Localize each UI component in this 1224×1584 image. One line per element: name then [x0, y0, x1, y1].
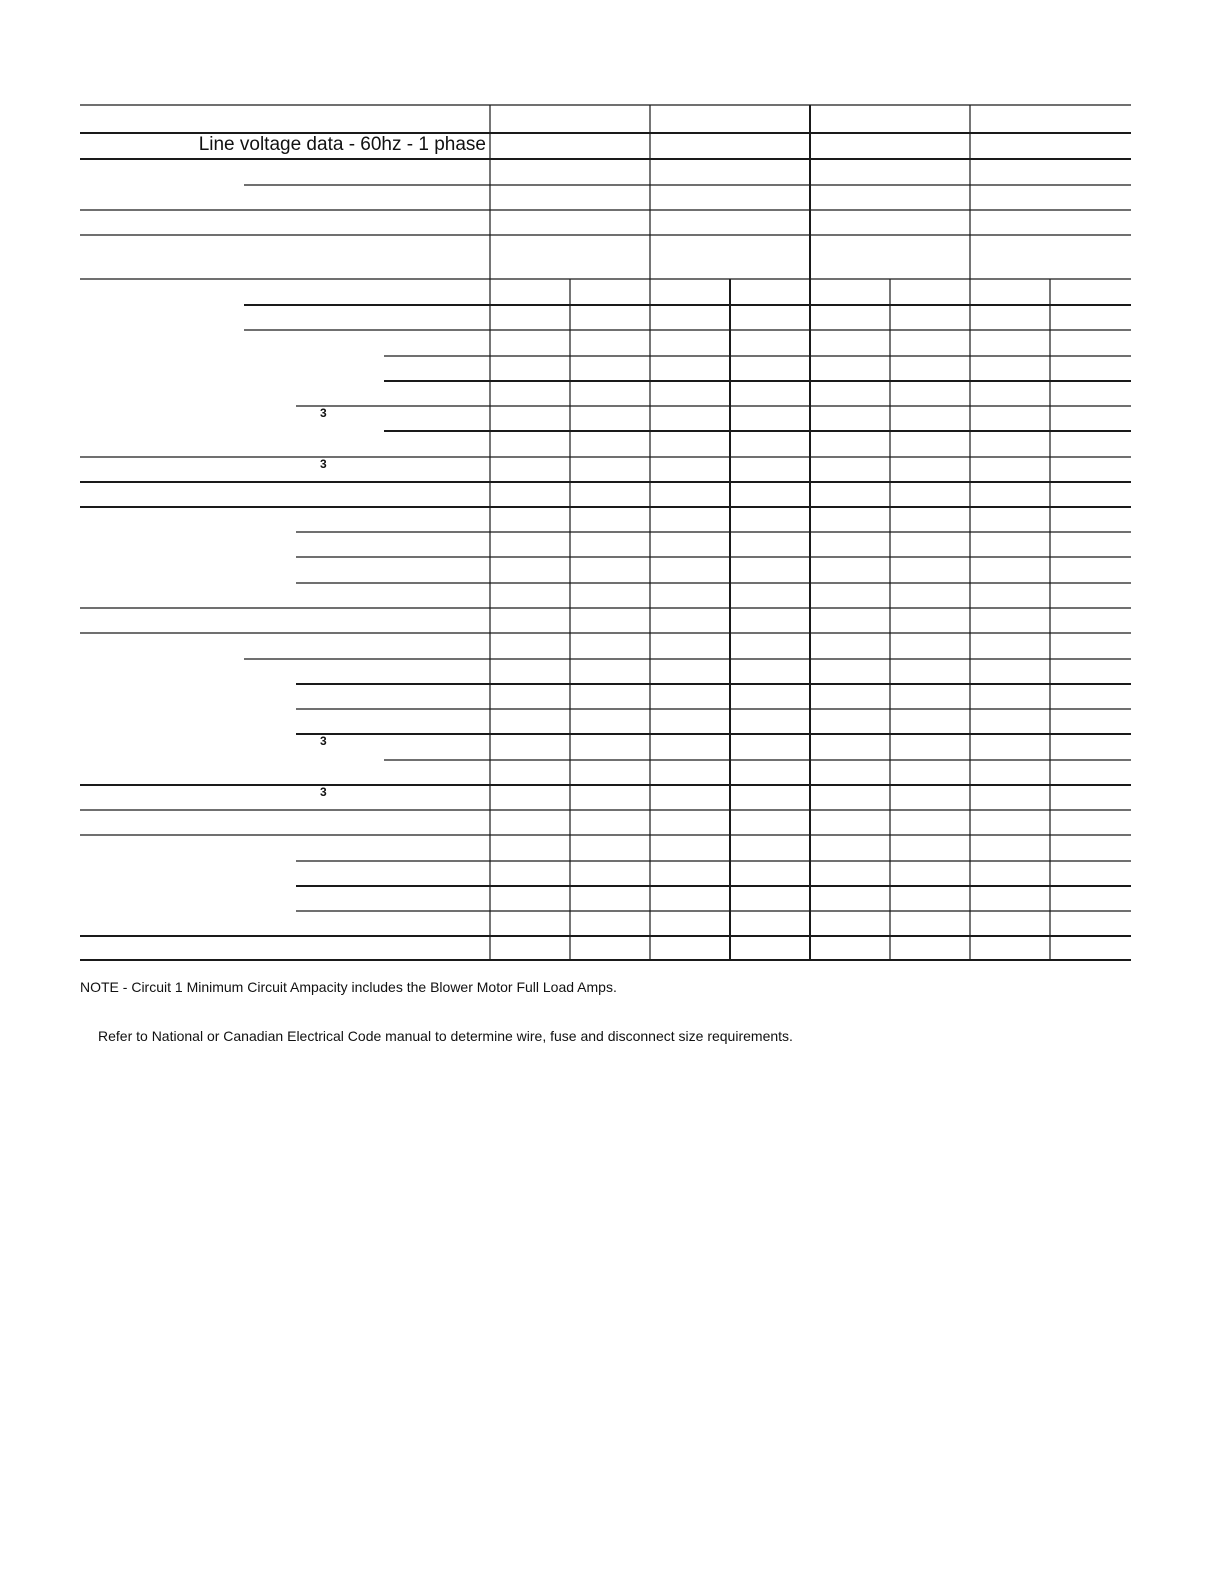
footnote-marker: 3 [320, 457, 327, 471]
footnote-marker: 3 [320, 734, 327, 748]
table-title: Line voltage data - 60hz - 1 phase [198, 134, 486, 155]
table-note: NOTE - Circuit 1 Minimum Circuit Ampacity includes the Blower Motor Full Load Amps. [80, 979, 617, 995]
footnote-marker: 3 [320, 406, 327, 420]
footnote-marker: 3 [320, 785, 327, 799]
code-reference-note: Refer to National or Canadian Electrical Code manual to determine wire, fuse and disconnect size requirements. [98, 1028, 793, 1044]
